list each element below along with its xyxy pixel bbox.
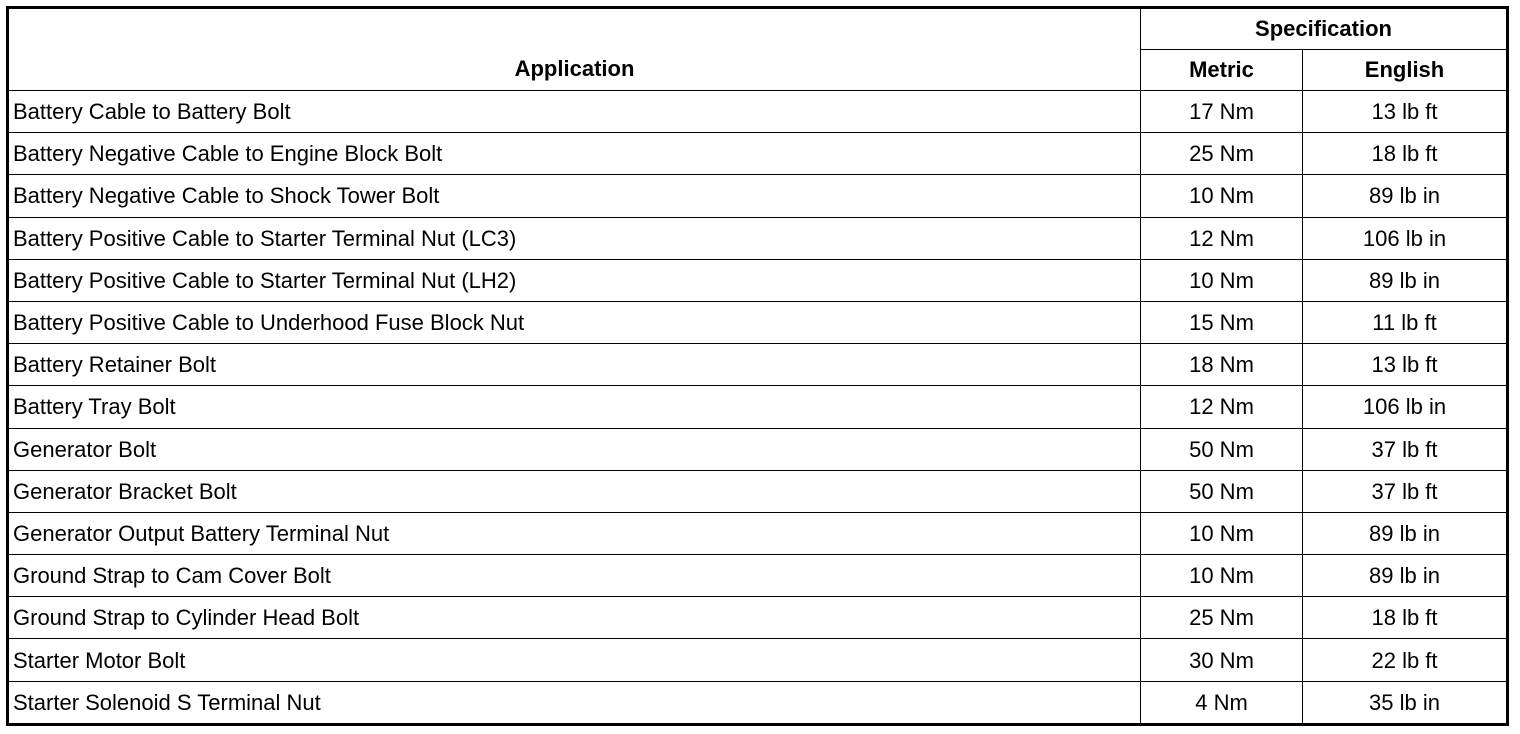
table-row (8, 681, 1508, 724)
cell-metric: 15 Nm (1141, 301, 1303, 343)
cell-metric: 25 Nm (1141, 597, 1303, 639)
cell-metric: 12 Nm (1141, 386, 1303, 428)
column-group-header-specification: Specification (1141, 8, 1508, 50)
cell-metric: 30 Nm (1141, 639, 1303, 681)
cell-english: 89 lb in (1303, 512, 1508, 554)
cell-metric: 17 Nm (1141, 91, 1303, 133)
cell-english: 18 lb ft (1303, 597, 1508, 639)
cell-metric: 18 Nm (1141, 344, 1303, 386)
table-row (8, 344, 1508, 386)
cell-english: 11 lb ft (1303, 301, 1508, 343)
cell-english: 106 lb in (1303, 217, 1508, 259)
table-row (8, 597, 1508, 639)
table-row (8, 133, 1508, 175)
cell-english: 13 lb ft (1303, 91, 1508, 133)
table-body (8, 91, 1508, 725)
cell-application: Battery Negative Cable to Shock Tower Bolt (8, 175, 1141, 217)
cell-application: Starter Motor Bolt (8, 639, 1141, 681)
cell-english: 18 lb ft (1303, 133, 1508, 175)
cell-english: 37 lb ft (1303, 428, 1508, 470)
cell-english: 106 lb in (1303, 386, 1508, 428)
table-row (8, 217, 1508, 259)
cell-english: 89 lb in (1303, 259, 1508, 301)
cell-application: Battery Retainer Bolt (8, 344, 1141, 386)
cell-metric: 25 Nm (1141, 133, 1303, 175)
cell-english: 89 lb in (1303, 555, 1508, 597)
table-header (8, 8, 1508, 91)
cell-application: Generator Bracket Bolt (8, 470, 1141, 512)
cell-application: Battery Positive Cable to Starter Terminal Nut (LH2) (8, 259, 1141, 301)
column-header-application: Application (8, 8, 1141, 91)
table-row (8, 428, 1508, 470)
cell-metric: 10 Nm (1141, 175, 1303, 217)
table-row (8, 470, 1508, 512)
cell-application: Battery Positive Cable to Starter Terminal Nut (LC3) (8, 217, 1141, 259)
cell-metric: 4 Nm (1141, 681, 1303, 724)
cell-metric: 50 Nm (1141, 428, 1303, 470)
cell-application: Battery Tray Bolt (8, 386, 1141, 428)
cell-metric: 10 Nm (1141, 512, 1303, 554)
table-row (8, 639, 1508, 681)
cell-application: Battery Positive Cable to Underhood Fuse Block Nut (8, 301, 1141, 343)
table-row (8, 91, 1508, 133)
cell-english: 35 lb in (1303, 681, 1508, 724)
cell-application: Generator Bolt (8, 428, 1141, 470)
cell-application: Ground Strap to Cam Cover Bolt (8, 555, 1141, 597)
column-header-english: English (1303, 50, 1508, 91)
table-row (8, 259, 1508, 301)
cell-metric: 10 Nm (1141, 555, 1303, 597)
cell-application: Battery Cable to Battery Bolt (8, 91, 1141, 133)
table-row (8, 512, 1508, 554)
cell-application: Battery Negative Cable to Engine Block Bolt (8, 133, 1141, 175)
cell-metric: 10 Nm (1141, 259, 1303, 301)
cell-application: Generator Output Battery Terminal Nut (8, 512, 1141, 554)
cell-english: 37 lb ft (1303, 470, 1508, 512)
cell-english: 22 lb ft (1303, 639, 1508, 681)
header-row-top (8, 8, 1508, 50)
cell-application: Ground Strap to Cylinder Head Bolt (8, 597, 1141, 639)
cell-metric: 12 Nm (1141, 217, 1303, 259)
table-row (8, 301, 1508, 343)
cell-english: 13 lb ft (1303, 344, 1508, 386)
cell-metric: 50 Nm (1141, 470, 1303, 512)
cell-application: Starter Solenoid S Terminal Nut (8, 681, 1141, 724)
table-row (8, 386, 1508, 428)
specification-table (6, 6, 1509, 726)
column-header-metric: Metric (1141, 50, 1303, 91)
table-row (8, 175, 1508, 217)
table-row (8, 555, 1508, 597)
cell-english: 89 lb in (1303, 175, 1508, 217)
